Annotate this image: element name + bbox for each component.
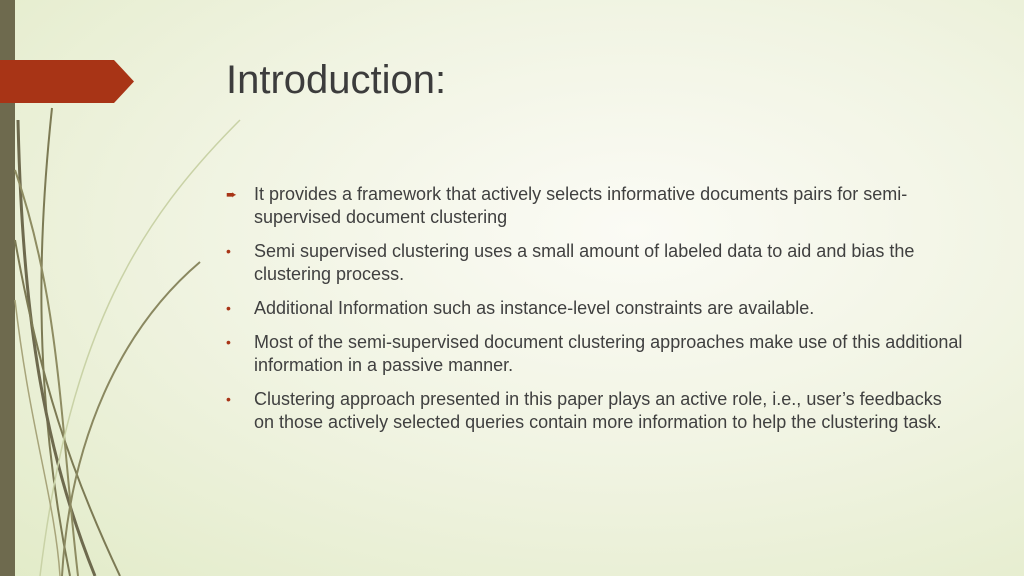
bullet-text: Most of the semi-supervised document clustering approaches make use of this additional information in a passive manner. [254,332,963,375]
title-accent-arrow [0,60,134,103]
list-item [226,240,966,286]
dot-bullet-icon: • [226,391,231,407]
arrow-bullet-icon: ➨ [226,187,237,202]
bullet-text: Additional Information such as instance-level constraints are available. [254,298,815,318]
bullet-list [226,183,966,445]
dot-bullet-icon: • [226,334,231,350]
dot-bullet-icon: • [226,243,231,259]
slide-title: Introduction: [226,58,447,102]
bullet-text: Clustering approach presented in this paper plays an active role, i.e., user’s feedbacks on those actively selected queries contain more information to help the clustering task. [254,389,942,432]
dot-bullet-icon: • [226,300,231,316]
bullet-text: Semi supervised clustering uses a small amount of labeled data to aid and bias the clustering process. [254,241,915,284]
list-item [226,331,966,377]
list-item [226,183,966,229]
list-item [226,388,966,434]
bullet-text: It provides a framework that actively selects informative documents pairs for semi-supervised document clustering [254,184,908,227]
list-item [226,297,966,320]
